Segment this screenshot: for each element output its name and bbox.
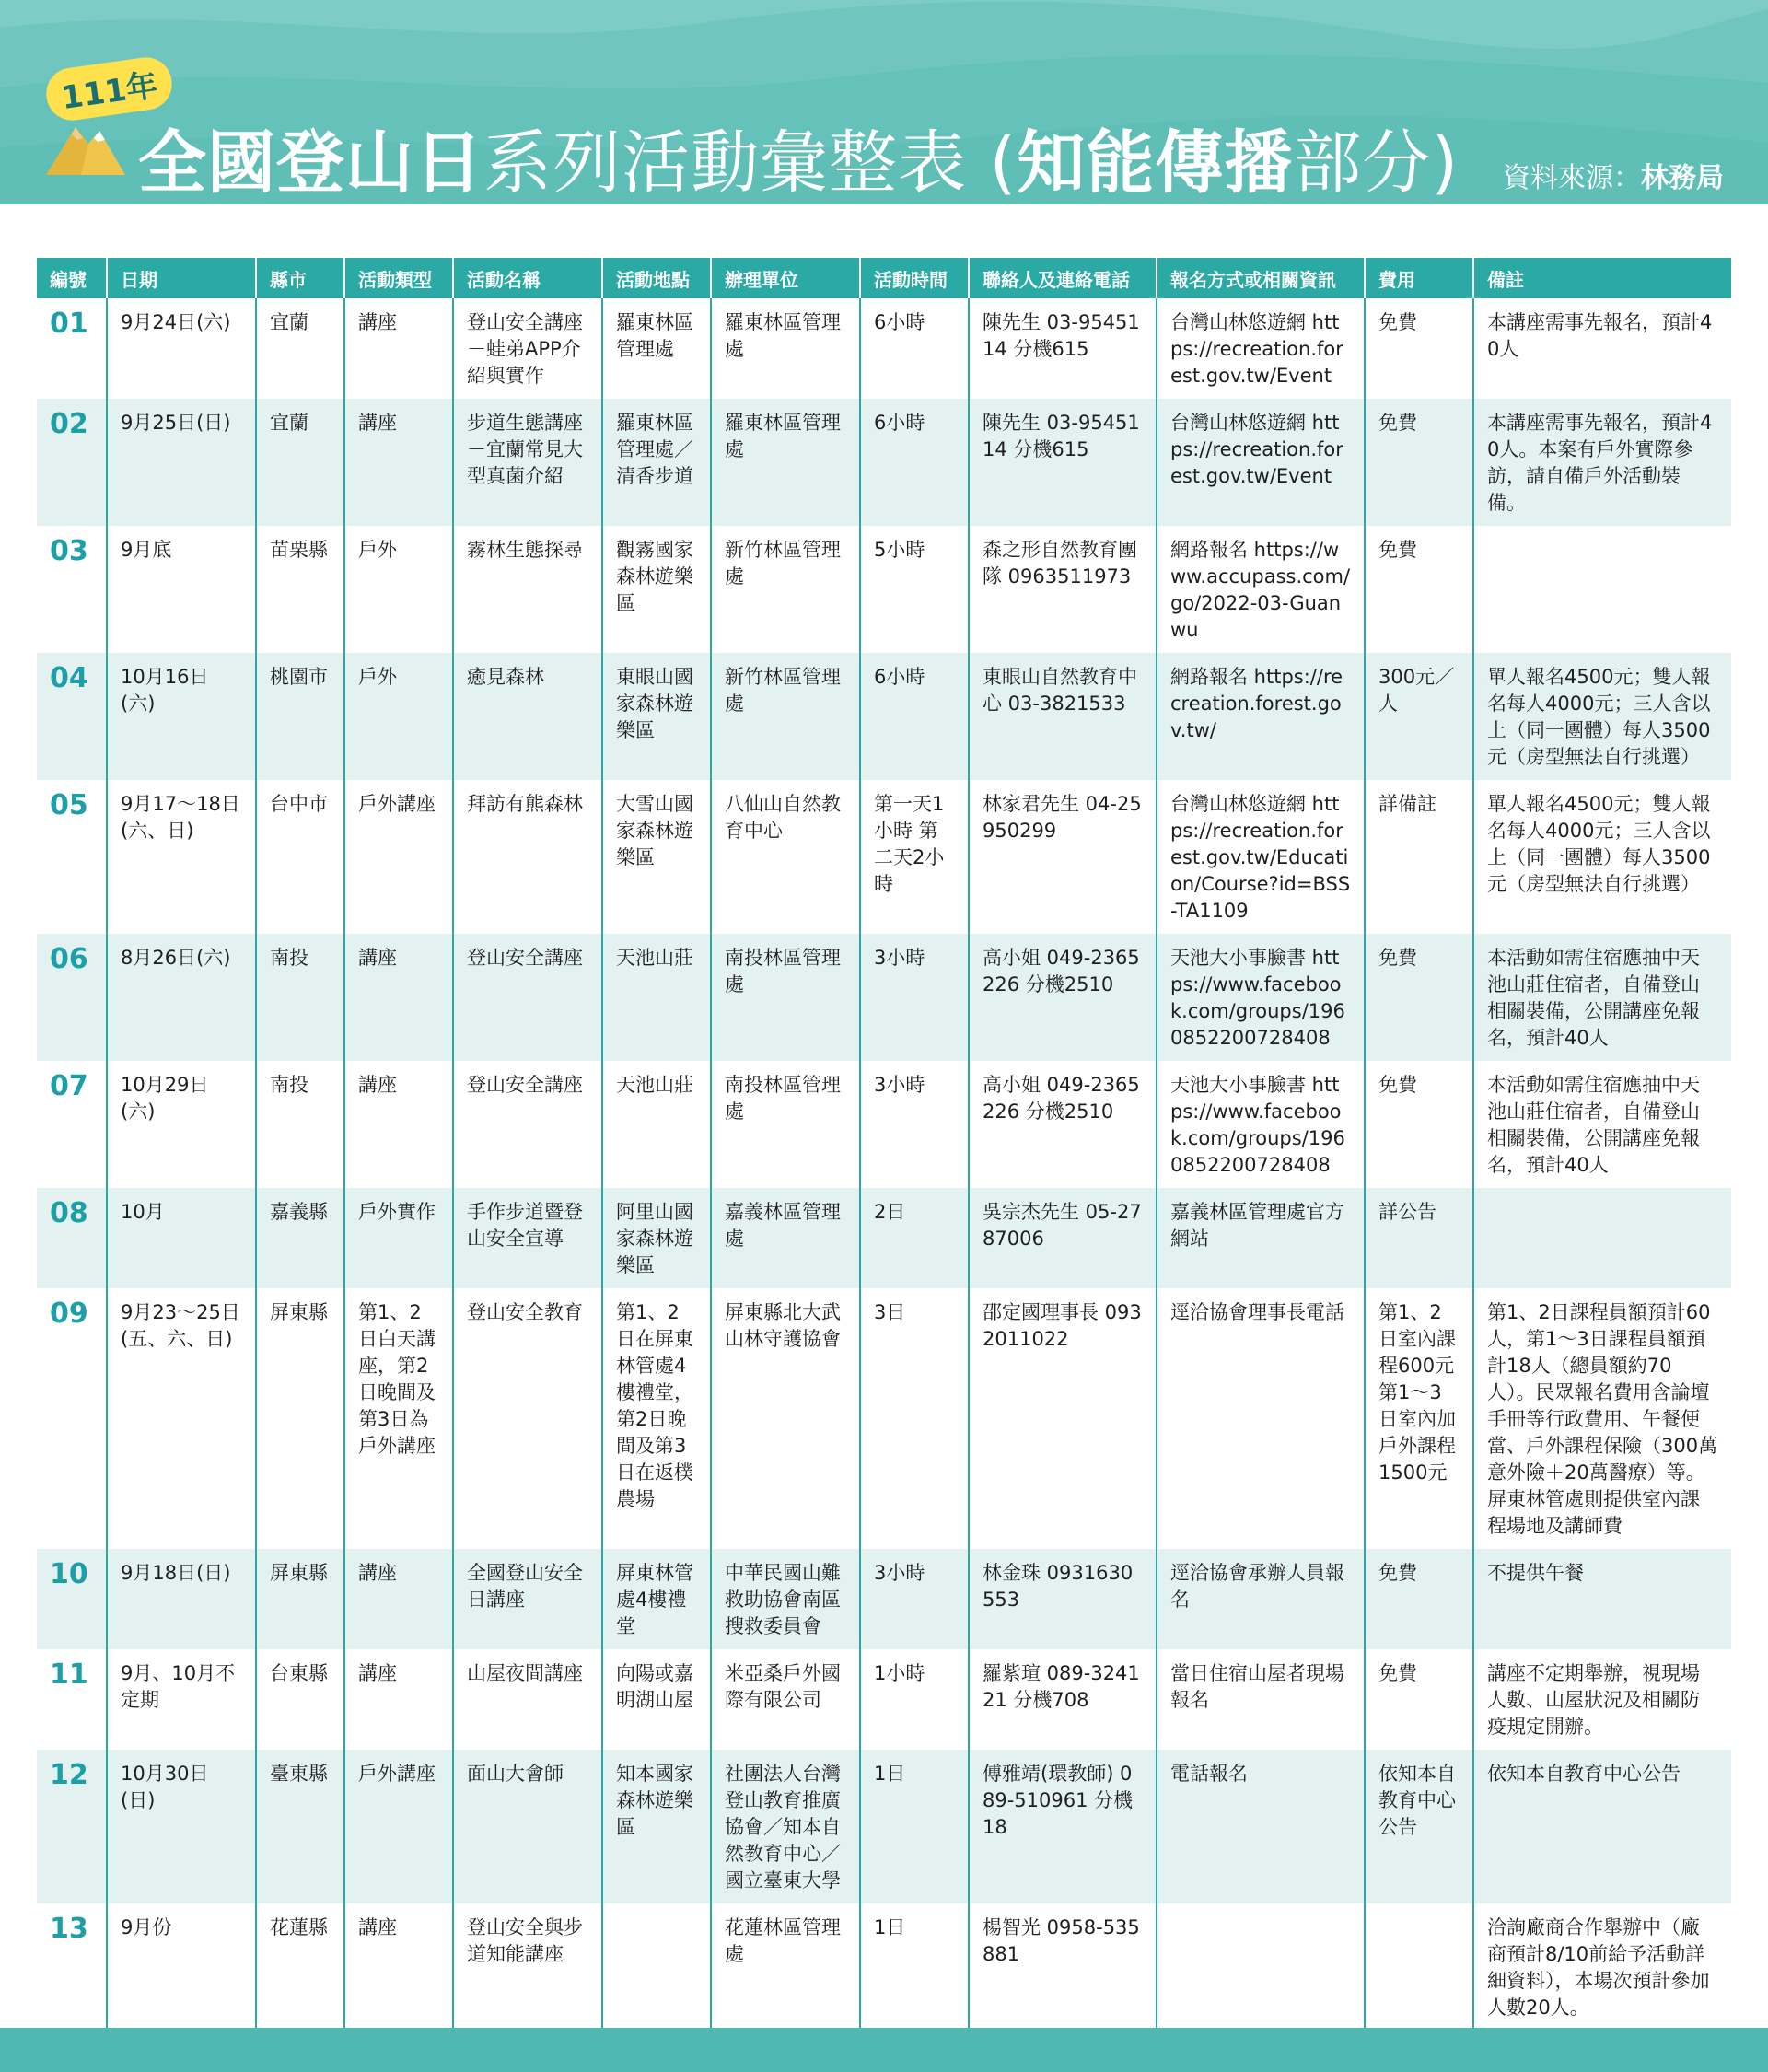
activity-name-cell: 山屋夜間講座 <box>453 1649 602 1750</box>
table-row <box>37 1903 1731 2031</box>
table-header-row <box>37 258 1731 298</box>
remarks-cell: 講座不定期舉辦，視現場人數、山屋狀況及相關防疫規定開辦。 <box>1473 1649 1731 1750</box>
location-cell <box>602 1903 711 2031</box>
activity-name-cell: 全國登山安全日講座 <box>453 1549 602 1649</box>
remarks-cell: 洽詢廠商合作舉辦中（廠商預計8/10前給予活動詳細資料），本場次預計參加人數20人。 <box>1473 1903 1731 2031</box>
location-cell: 大雪山國家森林遊樂區 <box>602 780 711 934</box>
registration-cell: 逕洽協會理事長電話 <box>1157 1288 1365 1549</box>
activity-name-cell: 拜訪有熊森林 <box>453 780 602 934</box>
date-cell: 10月 <box>107 1188 256 1288</box>
remarks-cell: 本講座需事先報名，預計40人。本案有戶外實際參訪，請自備戶外活動裝備。 <box>1473 399 1731 526</box>
column-header: 聯絡人及連絡電話 <box>969 258 1157 298</box>
remarks-cell: 不提供午餐 <box>1473 1549 1731 1649</box>
activity-name-cell: 面山大會師 <box>453 1750 602 1903</box>
county-cell: 臺東縣 <box>256 1750 344 1903</box>
organizer-cell: 屏東縣北大武山林守護協會 <box>711 1288 860 1549</box>
date-cell: 10月29日(六) <box>107 1061 256 1188</box>
organizer-cell: 中華民國山難救助協會南區搜救委員會 <box>711 1549 860 1649</box>
type-cell: 戶外 <box>344 526 453 653</box>
column-header: 報名方式或相關資訊 <box>1157 258 1365 298</box>
data-source <box>1503 155 1724 195</box>
remarks-cell: 單人報名4500元；雙人報名每人4000元；三人含以上（同一團體）每人3500元（房型無法自行挑選） <box>1473 653 1731 780</box>
table-row <box>37 780 1731 934</box>
organizer-cell: 羅東林區管理處 <box>711 399 860 526</box>
registration-cell: 網路報名 https://www.accupass.com/go/2022-03-Guanwu <box>1157 526 1365 653</box>
county-cell: 嘉義縣 <box>256 1188 344 1288</box>
fee-cell: 免費 <box>1365 1549 1473 1649</box>
duration-cell: 1日 <box>860 1750 969 1903</box>
duration-cell: 3日 <box>860 1288 969 1549</box>
registration-cell: 電話報名 <box>1157 1750 1365 1903</box>
county-cell: 屏東縣 <box>256 1288 344 1549</box>
row-number: 08 <box>37 1188 107 1288</box>
column-header: 編號 <box>37 258 107 298</box>
location-cell: 知本國家森林遊樂區 <box>602 1750 711 1903</box>
duration-cell: 1日 <box>860 1903 969 2031</box>
row-number: 07 <box>50 1070 88 1102</box>
source-value: 林務局 <box>1641 162 1724 194</box>
remarks-cell <box>1473 1188 1731 1288</box>
duration-cell: 2日 <box>860 1188 969 1288</box>
location-cell: 天池山莊 <box>602 1061 711 1188</box>
registration-cell: 台灣山林悠遊網 https://recreation.forest.gov.tw/Event <box>1157 298 1365 399</box>
contact-cell: 森之形自然教育團隊 0963511973 <box>969 526 1157 653</box>
duration-cell: 5小時 <box>860 526 969 653</box>
duration-cell: 6小時 <box>860 399 969 526</box>
duration-cell: 6小時 <box>860 298 969 399</box>
date-cell: 9月18日(日) <box>107 1549 256 1649</box>
column-header: 活動時間 <box>860 258 969 298</box>
column-header: 日期 <box>107 258 256 298</box>
row-number: 09 <box>50 1298 88 1330</box>
county-cell: 台東縣 <box>256 1649 344 1750</box>
duration-cell: 6小時 <box>860 653 969 780</box>
type-cell: 講座 <box>344 934 453 1061</box>
organizer-cell: 南投林區管理處 <box>711 1061 860 1188</box>
date-cell: 9月24日(六) <box>107 298 256 399</box>
type-cell: 講座 <box>344 1649 453 1750</box>
date-cell: 9月25日(日) <box>107 399 256 526</box>
contact-cell: 高小姐 049-2365226 分機2510 <box>969 934 1157 1061</box>
table-row <box>37 934 1731 1061</box>
registration-cell: 當日住宿山屋者現場報名 <box>1157 1649 1365 1750</box>
registration-cell <box>1157 1903 1365 2031</box>
table-row <box>37 1188 1731 1288</box>
county-cell: 宜蘭 <box>256 399 344 526</box>
title-thin-part-1: 系列活動彙整表 ( <box>483 123 1018 203</box>
source-label: 資料來源： <box>1503 162 1641 194</box>
row-number: 01 <box>50 308 88 340</box>
registration-cell: 嘉義林區管理處官方網站 <box>1157 1188 1365 1288</box>
contact-cell: 邵定國理事長 0932011022 <box>969 1288 1157 1549</box>
table-row <box>37 399 1731 526</box>
column-header: 活動類型 <box>344 258 453 298</box>
date-cell: 8月26日(六) <box>107 934 256 1061</box>
activity-name-cell: 登山安全教育 <box>453 1288 602 1549</box>
title-bold-part-2: 知能傳播 <box>1017 123 1294 203</box>
type-cell: 講座 <box>344 1549 453 1649</box>
column-header: 縣市 <box>256 258 344 298</box>
location-cell: 羅東林區管理處 <box>602 298 711 399</box>
table-panel <box>0 204 1768 2028</box>
type-cell: 講座 <box>344 1903 453 2031</box>
contact-cell: 傅雅靖(環教師) 089-510961 分機18 <box>969 1750 1157 1903</box>
county-cell: 南投 <box>256 934 344 1061</box>
date-cell: 9月份 <box>107 1903 256 2031</box>
contact-cell: 林金珠 0931630553 <box>969 1549 1157 1649</box>
organizer-cell: 新竹林區管理處 <box>711 526 860 653</box>
registration-cell: 天池大小事臉書 https://www.facebook.com/groups/1960852200728408 <box>1157 934 1365 1061</box>
location-cell: 東眼山國家森林遊樂區 <box>602 653 711 780</box>
row-number: 03 <box>50 535 88 567</box>
fee-cell: 依知本自教育中心公告 <box>1365 1750 1473 1903</box>
date-cell: 10月16日(六) <box>107 653 256 780</box>
organizer-cell: 八仙山自然教育中心 <box>711 780 860 934</box>
contact-cell: 陳先生 03-9545114 分機615 <box>969 298 1157 399</box>
column-header: 活動地點 <box>602 258 711 298</box>
remarks-cell: 單人報名4500元；雙人報名每人4000元；三人含以上（同一團體）每人3500元（房型無法自行挑選） <box>1473 780 1731 934</box>
table-row <box>37 1288 1731 1549</box>
county-cell: 苗栗縣 <box>256 526 344 653</box>
fee-cell: 免費 <box>1365 1061 1473 1188</box>
remarks-cell: 依知本自教育中心公告 <box>1473 1750 1731 1903</box>
duration-cell: 第一天1小時 第二天2小時 <box>860 780 969 934</box>
row-number: 05 <box>50 789 88 821</box>
table-row <box>37 1061 1731 1188</box>
remarks-cell: 本講座需事先報名，預計40人 <box>1473 298 1731 399</box>
column-header: 備註 <box>1473 258 1731 298</box>
activity-name-cell: 登山安全講座 <box>453 934 602 1061</box>
organizer-cell: 花蓮林區管理處 <box>711 1903 860 2031</box>
duration-cell: 1小時 <box>860 1649 969 1750</box>
header-banner <box>0 0 1768 204</box>
county-cell: 屏東縣 <box>256 1549 344 1649</box>
fee-cell: 免費 <box>1365 934 1473 1061</box>
activity-name-cell: 手作步道暨登山安全宣導 <box>453 1188 602 1288</box>
location-cell: 天池山莊 <box>602 934 711 1061</box>
column-header: 活動名稱 <box>453 258 602 298</box>
location-cell: 觀霧國家森林遊樂區 <box>602 526 711 653</box>
row-number: 04 <box>37 653 107 780</box>
fee-cell: 詳公告 <box>1365 1188 1473 1288</box>
type-cell: 戶外講座 <box>344 1750 453 1903</box>
contact-cell: 高小姐 049-2365226 分機2510 <box>969 1061 1157 1188</box>
organizer-cell: 南投林區管理處 <box>711 934 860 1061</box>
remarks-cell: 本活動如需住宿應抽中天池山莊住宿者，自備登山相關裝備，公開講座免報名，預計40人 <box>1473 1061 1731 1188</box>
fee-cell: 免費 <box>1365 399 1473 526</box>
row-number: 10 <box>37 1549 107 1649</box>
table-row <box>37 298 1731 399</box>
remarks-cell <box>1473 526 1731 653</box>
activity-name-cell: 步道生態講座－宜蘭常見大型真菌介紹 <box>453 399 602 526</box>
type-cell: 戶外講座 <box>344 780 453 934</box>
registration-cell: 台灣山林悠遊網 https://recreation.forest.gov.tw/Education/Course?id=BSS-TA1109 <box>1157 780 1365 934</box>
fee-cell: 免費 <box>1365 298 1473 399</box>
row-number: 11 <box>50 1659 88 1691</box>
fee-cell: 第1、2日室內課程600元 第1～3日室內加戶外課程1500元 <box>1365 1288 1473 1549</box>
activity-name-cell: 癒見森林 <box>453 653 602 780</box>
contact-cell: 東眼山自然教育中心 03-3821533 <box>969 653 1157 780</box>
title-thin-part-2: 部分) <box>1293 123 1460 203</box>
date-cell: 10月30日(日) <box>107 1750 256 1903</box>
organizer-cell: 新竹林區管理處 <box>711 653 860 780</box>
organizer-cell: 社團法人台灣登山教育推廣協會／知本自然教育中心／國立臺東大學 <box>711 1750 860 1903</box>
activity-table <box>37 258 1731 2031</box>
contact-cell: 楊智光 0958-535881 <box>969 1903 1157 2031</box>
registration-cell: 天池大小事臉書 https://www.facebook.com/groups/1960852200728408 <box>1157 1061 1365 1188</box>
page-title <box>138 109 1459 204</box>
fee-cell: 免費 <box>1365 1649 1473 1750</box>
fee-cell <box>1365 1903 1473 2031</box>
location-cell: 屏東林管處4樓禮堂 <box>602 1549 711 1649</box>
table-row <box>37 653 1731 780</box>
fee-cell: 300元／人 <box>1365 653 1473 780</box>
date-cell: 9月底 <box>107 526 256 653</box>
county-cell: 桃園市 <box>256 653 344 780</box>
title-bold-part-1: 全國登山日 <box>138 123 483 203</box>
activity-name-cell: 登山安全講座－蛙弟APP介紹與實作 <box>453 298 602 399</box>
row-number: 06 <box>37 934 107 1061</box>
table-body <box>37 298 1731 2031</box>
mountain-icon <box>44 111 127 177</box>
activity-name-cell: 登山安全講座 <box>453 1061 602 1188</box>
column-header: 費用 <box>1365 258 1473 298</box>
duration-cell: 3小時 <box>860 1061 969 1188</box>
registration-cell: 逕洽協會承辦人員報名 <box>1157 1549 1365 1649</box>
fee-cell: 詳備註 <box>1365 780 1473 934</box>
row-number: 02 <box>37 399 107 526</box>
contact-cell: 羅紫瑄 089-324121 分機708 <box>969 1649 1157 1750</box>
activity-name-cell: 霧林生態探尋 <box>453 526 602 653</box>
contact-cell: 吳宗杰先生 05-2787006 <box>969 1188 1157 1288</box>
remarks-cell: 本活動如需住宿應抽中天池山莊住宿者，自備登山相關裝備，公開講座免報名，預計40人 <box>1473 934 1731 1061</box>
type-cell: 第1、2日白天講座，第2日晚間及第3日為戶外講座 <box>344 1288 453 1549</box>
contact-cell: 陳先生 03-9545114 分機615 <box>969 399 1157 526</box>
county-cell: 台中市 <box>256 780 344 934</box>
county-cell: 宜蘭 <box>256 298 344 399</box>
location-cell: 向陽或嘉明湖山屋 <box>602 1649 711 1750</box>
type-cell: 戶外 <box>344 653 453 780</box>
location-cell: 阿里山國家森林遊樂區 <box>602 1188 711 1288</box>
registration-cell: 網路報名 https://recreation.forest.gov.tw/ <box>1157 653 1365 780</box>
table-row <box>37 1750 1731 1903</box>
organizer-cell: 嘉義林區管理處 <box>711 1188 860 1288</box>
date-cell: 9月、10月不定期 <box>107 1649 256 1750</box>
organizer-cell: 米亞桑戶外國際有限公司 <box>711 1649 860 1750</box>
table-row <box>37 1549 1731 1649</box>
remarks-cell: 第1、2日課程員額預計60人，第1～3日課程員額預計18人（總員額約70人）。民眾報名費用含論壇手冊等行政費用、午餐便當、戶外課程保險（300萬意外險＋20萬醫療）等。屏東林管處則提供室內課程場地及講師費 <box>1473 1288 1731 1549</box>
type-cell: 講座 <box>344 1061 453 1188</box>
activity-name-cell: 登山安全與步道知能講座 <box>453 1903 602 2031</box>
bottom-band <box>0 2028 1768 2072</box>
date-cell: 9月17～18日(六、日) <box>107 780 256 934</box>
year-badge: 111年 <box>43 54 176 124</box>
fee-cell: 免費 <box>1365 526 1473 653</box>
duration-cell: 3小時 <box>860 1549 969 1649</box>
type-cell: 講座 <box>344 399 453 526</box>
column-header: 辦理單位 <box>711 258 860 298</box>
county-cell: 南投 <box>256 1061 344 1188</box>
row-number: 13 <box>50 1913 88 1945</box>
date-cell: 9月23～25日(五、六、日) <box>107 1288 256 1549</box>
location-cell: 第1、2日在屏東林管處4樓禮堂，第2日晚間及第3日在返樸農場 <box>602 1288 711 1549</box>
row-number: 12 <box>37 1750 107 1903</box>
registration-cell: 台灣山林悠遊網 https://recreation.forest.gov.tw/Event <box>1157 399 1365 526</box>
county-cell: 花蓮縣 <box>256 1903 344 2031</box>
type-cell: 講座 <box>344 298 453 399</box>
location-cell: 羅東林區管理處／清香步道 <box>602 399 711 526</box>
type-cell: 戶外實作 <box>344 1188 453 1288</box>
table-row <box>37 526 1731 653</box>
contact-cell: 林家君先生 04-25950299 <box>969 780 1157 934</box>
duration-cell: 3小時 <box>860 934 969 1061</box>
organizer-cell: 羅東林區管理處 <box>711 298 860 399</box>
table-row <box>37 1649 1731 1750</box>
